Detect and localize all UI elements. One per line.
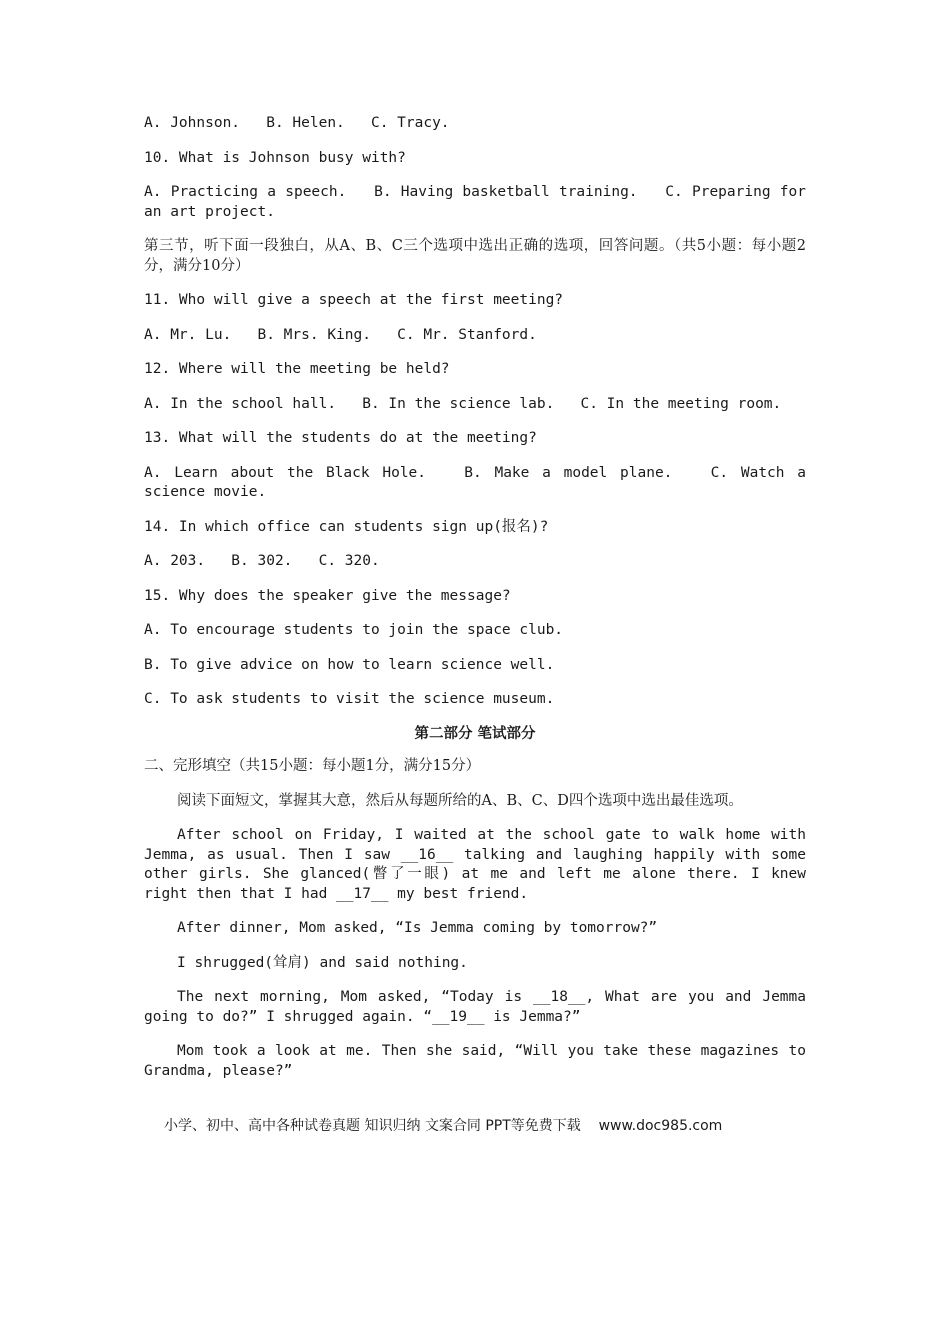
q10-options: A. Practicing a speech. B. Having basketball training. C. Preparing for an art project. xyxy=(144,184,815,220)
document-content xyxy=(144,114,815,1096)
cloze-paragraph-4: The next morning, Mom asked, “Today is __18__, What are you and Jemma going to do?” I shrugged again. “__19__ is Jemma?” xyxy=(144,989,815,1025)
cloze-paragraph-3: I shrugged(耸肩) and said nothing. xyxy=(177,954,468,971)
cloze-paragraph-2: After dinner, Mom asked, “Is Jemma coming by tomorrow?” xyxy=(177,920,658,936)
section-title: 第二部分 笔试部分 xyxy=(414,725,536,742)
cloze-paragraph-1: After school on Friday, I waited at the school gate to walk home with Jemma, as usual. Then I saw __16__ talking and laughing happily with some other girls. She glanced(瞥了一眼) at me and left me alone there. I knew right then that I had __17__ my best friend. xyxy=(144,827,815,902)
q15-option-a: A. To encourage students to join the space club. xyxy=(144,622,564,638)
q15-option-c: C. To ask students to visit the science museum. xyxy=(144,691,555,707)
q14-options: A. 203. B. 302. C. 320. xyxy=(144,553,380,569)
part-two-instruction: 阅读下面短文，掌握其大意，然后从每题所给的A、B、C、D四个选项中选出最佳选项。 xyxy=(177,792,743,809)
part-two-heading: 二、完形填空（共15小题：每小题1分，满分15分） xyxy=(144,758,481,774)
q13-question: 13. What will the students do at the meeting? xyxy=(144,430,537,446)
q12-options: A. In the school hall. B. In the science lab. C. In the meeting room. xyxy=(144,395,782,412)
q15-option-b: B. To give advice on how to learn science well. xyxy=(144,656,555,673)
q11-options: A. Mr. Lu. B. Mrs. King. C. Mr. Stanford. xyxy=(144,326,537,343)
q12-question: 12. Where will the meeting be held? xyxy=(144,361,450,377)
q11-question: 11. Who will give a speech at the first meeting? xyxy=(144,292,564,308)
q13-options: A. Learn about the Black Hole. B. Make a model plane. C. Watch a science movie. xyxy=(144,464,815,500)
footer-text: 小学、初中、高中各种试卷真题 知识归纳 文案合同 PPT等免费下载 www.doc985.com xyxy=(164,1118,723,1134)
q10-question: 10. What is Johnson busy with? xyxy=(144,149,406,166)
q15-question: 15. Why does the speaker give the message? xyxy=(144,587,511,604)
q9-options: A. Johnson. B. Helen. C. Tracy. xyxy=(144,115,450,131)
section-three-instructions: 第三节，听下面一段独白，从A、B、C三个选项中选出正确的选项，回答问题。（共5小题：每小题2分，满分10分） xyxy=(144,238,806,274)
q14-question: 14. In which office can students sign up(报名)? xyxy=(144,518,549,535)
cloze-paragraph-5: Mom took a look at me. Then she said, “Will you take these magazines to Grandma, please?” xyxy=(144,1043,815,1079)
